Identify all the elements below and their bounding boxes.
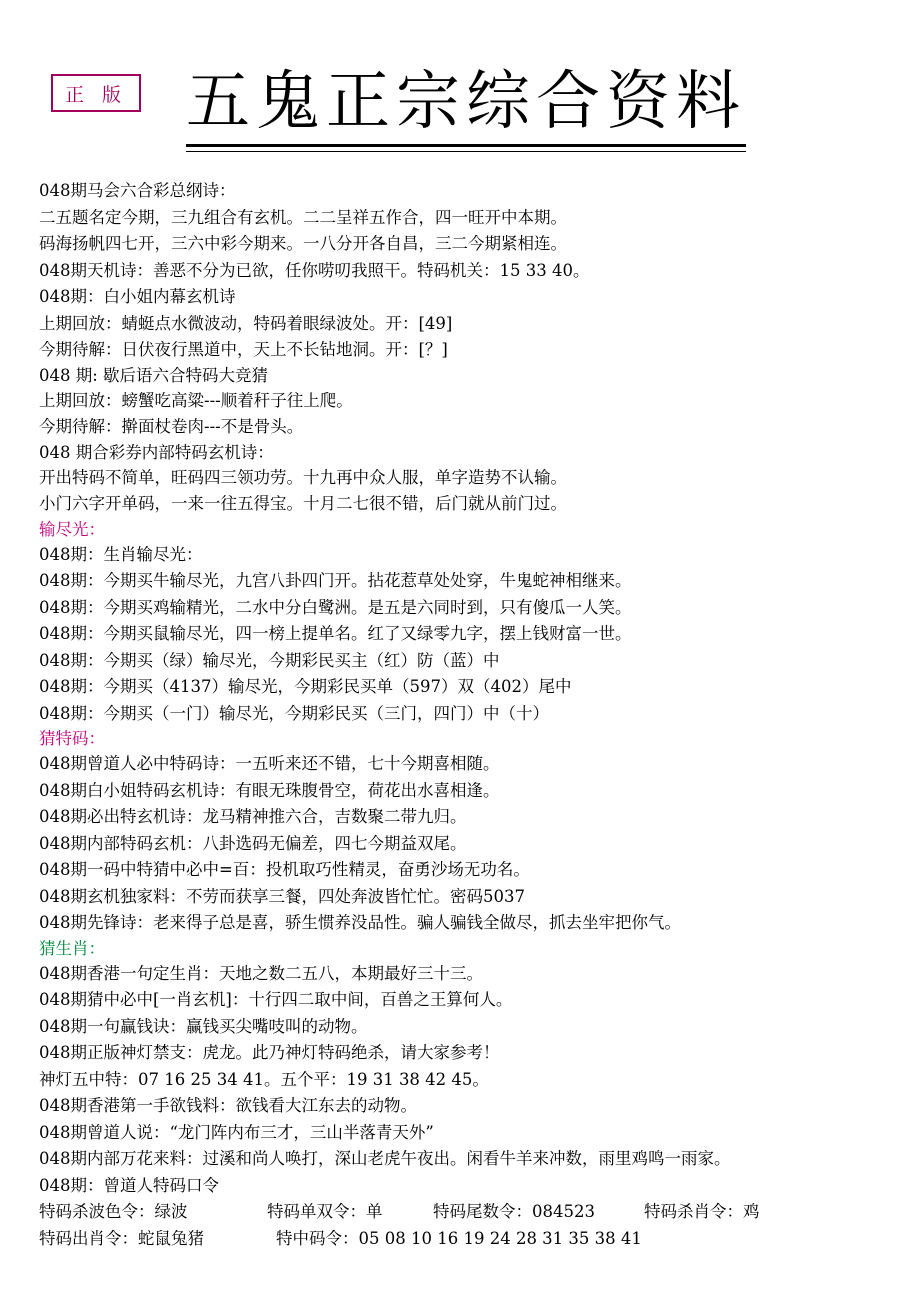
- slogan-row-1: [39, 1199, 894, 1226]
- text-line: 048期曾道人必中特码诗：一五听来还不错，七十今期喜相随。: [39, 754, 500, 773]
- text-line: 048期香港第一手欲钱料：欲钱看大江东去的动物。: [39, 1096, 417, 1115]
- text-line: 048期曾道人说：“龙门阵内布三才，三山半落青天外”: [39, 1122, 434, 1142]
- text-line: 048 期: 歇后语六合特码大竞猜: [39, 365, 269, 385]
- slogan-tail-digits: 特码尾数令：084523: [433, 1202, 595, 1221]
- slogan-row-2: [39, 1226, 894, 1253]
- text-line: 今期待解：擀面杖卷肉---不是骨头。: [39, 417, 304, 436]
- text-line: 048期猜中必中[一肖玄机]：十行四二取中间，百兽之王算何人。: [39, 990, 513, 1009]
- text-line: 048期：曾道人特码口令: [39, 1175, 219, 1195]
- text-line: 上期回放：螃蟹吃高粱---顺着秆子往上爬。: [39, 390, 353, 410]
- text-line: 二五题名定今期，三九组合有玄机。二二呈祥五作合，四一旺开中本期。: [39, 207, 567, 227]
- text-line: 048期：今期买牛输尽光，九宫八卦四门开。拈花惹草处处穿，牛鬼蛇神相继来。: [39, 571, 632, 590]
- slogan-out-zodiac: 特码出肖令：蛇鼠兔猪: [39, 1228, 204, 1248]
- text-line: 048期内部特码玄机：八卦选码无偏差，四七今期益双尾。: [39, 833, 467, 853]
- section-heading-guess-code: 猜特码：: [39, 729, 105, 748]
- text-line: 小门六字开单码，一来一往五得宝。十月二七很不错，后门就从前门过。: [39, 494, 567, 513]
- slogan-kill-color: 特码杀波色令：绿波: [39, 1202, 188, 1221]
- section-heading-guess-zodiac: 猜生肖：: [39, 938, 105, 958]
- text-line: 048期先锋诗：老来得子总是喜，骄生惯养没品性。骗人骗钱全做尽，抓去坐牢把你气。: [39, 913, 681, 932]
- slogan-odd-even: 特码单双令：单: [267, 1202, 383, 1221]
- title-underline: [186, 144, 746, 147]
- text-line: 048期内部万花来料：过溪和尚人唤打，深山老虎午夜出。闲看牛羊来冲数，雨里鸡鸣一雨家。: [39, 1149, 731, 1168]
- text-line: 048期白小姐特码玄机诗：有眼无珠腹骨空，荷花出水喜相逢。: [39, 780, 500, 800]
- text-line: 048期：今期买（一门）输尽光，今期彩民买（三门，四门）中（十）: [39, 703, 549, 723]
- text-line: 048期一句赢钱诀：赢钱买尖嘴吱叫的动物。: [39, 1016, 368, 1036]
- text-line: 048期：今期买鼠输尽光，四一榜上提单名。红了又绿零九字，摆上钱财富一世。: [39, 624, 632, 643]
- text-line: 048期：今期买（4137）输尽光，今期彩民买单（597）双（402）尾中: [39, 677, 572, 696]
- text-line: 048期：今期买（绿）输尽光，今期彩民买主（红）防（蓝）中: [39, 650, 500, 670]
- text-line: 048期玄机独家料：不劳而获享三餐，四处奔波皆忙忙。密码5037: [39, 886, 525, 906]
- text-line: 048期：今期买鸡输精光，二水中分白鹭洲。是五是六同时到，只有傻瓜一人笑。: [39, 597, 632, 617]
- text-line: 048期：白小姐内幕玄机诗: [39, 287, 236, 306]
- text-line: 码海扬帆四七开，三六中彩今期来。一八分开各自昌，三二今期紧相连。: [39, 234, 567, 253]
- text-line: 今期待解：日伏夜行黑道中，天上不长钻地洞。开：[？]: [39, 340, 448, 359]
- page-title: 五鬼正宗综合资料: [186, 65, 746, 139]
- text-line: 048期香港一句定生肖：天地之数二五八，本期最好三十三。: [39, 963, 483, 983]
- section-heading-lose-all: 输尽光：: [39, 519, 105, 539]
- genuine-badge: 正 版: [51, 74, 141, 112]
- text-line: 048 期合彩券内部特码玄机诗：: [39, 442, 274, 462]
- text-line: 048期正版神灯禁支：虎龙。此乃神灯特码绝杀，请大家参考！: [39, 1043, 500, 1062]
- text-line: 神灯五中特：07 16 25 34 41。五个平：19 31 38 42 45。: [39, 1069, 489, 1089]
- text-line: 048期一码中特猜中必中=百：投机取巧性精灵，奋勇沙场无功名。: [39, 860, 530, 879]
- title-underline-thin: [186, 151, 746, 152]
- text-line: 上期回放：蜻蜓点水微波动，特码着眼绿波处。开：[49]: [39, 313, 453, 333]
- text-line: 048期必出特玄机诗：龙马精神推六合，吉数聚二带九归。: [39, 807, 467, 826]
- text-line: 048期天机诗：善恶不分为已欲，任你唠叨我照干。特码机关：15 33 40。: [39, 260, 590, 280]
- slogan-hit-codes: 特中码令：05 08 10 16 19 24 28 31 35 38 41: [276, 1228, 642, 1248]
- content-body: [39, 178, 894, 1252]
- text-line: 048期：生肖输尽光：: [39, 544, 203, 564]
- text-line: 开出特码不简单，旺码四三领功劳。十九再中众人服，单字造势不认输。: [39, 467, 567, 487]
- slogan-kill-zodiac: 特码杀肖令：鸡: [644, 1202, 760, 1221]
- text-line: 048期马会六合彩总纲诗：: [39, 181, 236, 200]
